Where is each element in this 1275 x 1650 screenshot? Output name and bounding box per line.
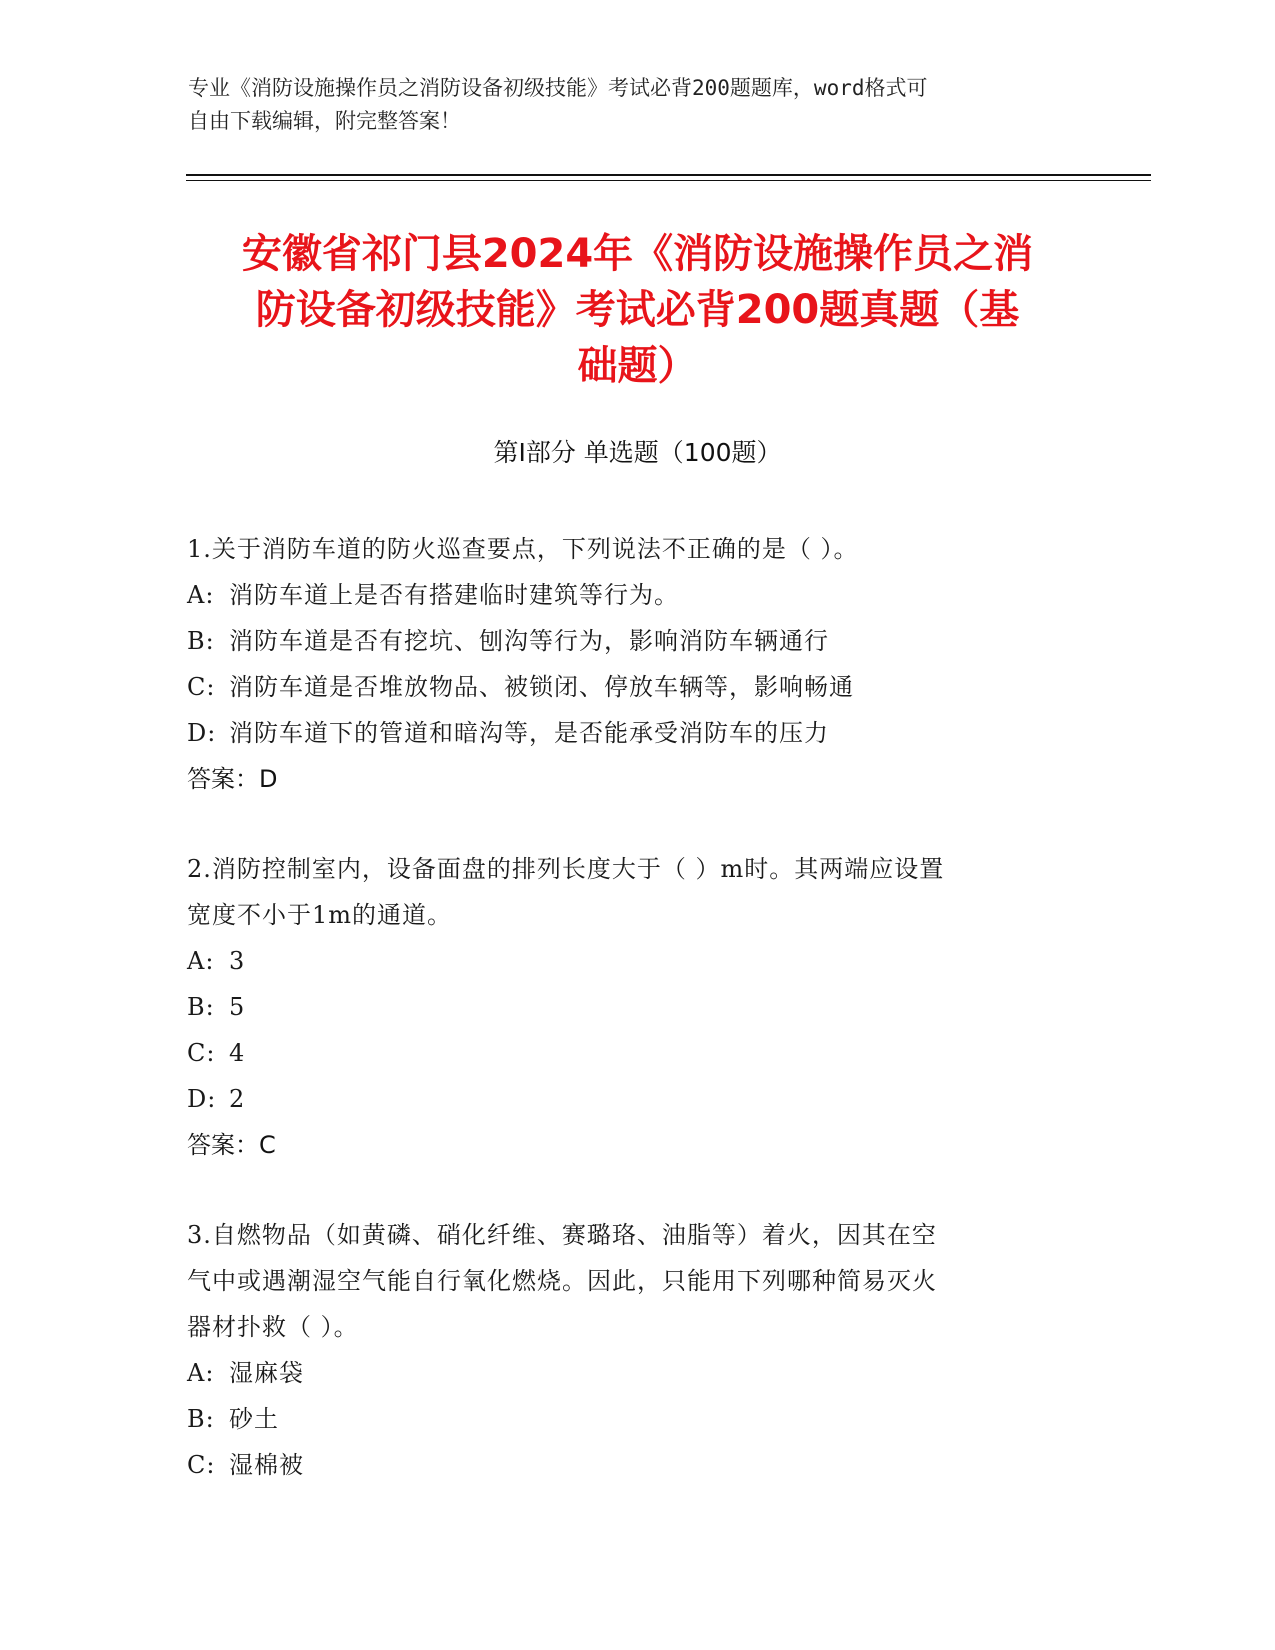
header-divider-thick (186, 174, 1151, 176)
option-d (187, 1076, 1087, 1122)
option-text: 2 (229, 1085, 246, 1113)
option-key: A: (187, 1359, 215, 1387)
option-b (187, 1396, 1087, 1442)
section-heading: 第Ⅰ部分 单选题（100题） (493, 438, 782, 467)
option-a (187, 1350, 1087, 1396)
option-text: 5 (229, 993, 246, 1021)
question-stem: 1.关于消防车道的防火巡查要点，下列说法不正确的是（ ）。 (187, 535, 859, 563)
option-key: B: (187, 1405, 215, 1433)
option-key: D: (187, 1085, 217, 1113)
question-list (187, 526, 1087, 1532)
option-key: C: (187, 1039, 216, 1067)
header-note-line: 专业《消防设施操作员之消防设备初级技能》考试必背200题题库，word格式可 (188, 76, 928, 100)
answer-label: 答案：C (187, 1131, 276, 1159)
question-item (187, 846, 1087, 1168)
header-divider-thin (186, 180, 1151, 181)
option-d (187, 710, 1087, 756)
header-note-line: 自由下载编辑，附完整答案！ (188, 109, 461, 133)
answer-label: 答案：D (187, 765, 278, 793)
header-note (188, 72, 1068, 138)
option-a (187, 572, 1087, 618)
option-c (187, 1442, 1087, 1488)
option-key: C: (187, 673, 216, 701)
option-key: B: (187, 993, 215, 1021)
option-key: A: (187, 947, 215, 975)
option-c (187, 664, 1087, 710)
document-title-line: 防设备初级技能》考试必背200题真题（基 (255, 287, 1020, 333)
question-item (187, 526, 1087, 802)
option-text: 湿麻袋 (229, 1359, 304, 1387)
document-title (170, 226, 1105, 394)
option-text: 湿棉被 (229, 1451, 304, 1479)
option-key: C: (187, 1451, 216, 1479)
question-stem: 3.自燃物品（如黄磷、硝化纤维、赛璐珞、油脂等）着火，因其在空 (187, 1221, 937, 1249)
question-stem: 2.消防控制室内，设备面盘的排列长度大于（ ）m时。其两端应设置 (187, 855, 945, 883)
option-text: 消防车道上是否有搭建临时建筑等行为。 (229, 581, 679, 609)
document-title-line: 础题） (577, 343, 698, 389)
option-b (187, 984, 1087, 1030)
question-stem: 器材扑救（ ）。 (187, 1313, 359, 1341)
document-title-line: 安徽省祁门县2024年《消防设施操作员之消 (241, 231, 1034, 277)
option-key: B: (187, 627, 215, 655)
question-item (187, 1212, 1087, 1488)
option-c (187, 1030, 1087, 1076)
option-key: A: (187, 581, 215, 609)
option-text: 消防车道是否堆放物品、被锁闭、停放车辆等，影响畅通 (229, 673, 854, 701)
option-text: 消防车道是否有挖坑、刨沟等行为，影响消防车辆通行 (229, 627, 829, 655)
option-text: 4 (229, 1039, 246, 1067)
option-key: D: (187, 719, 217, 747)
option-a (187, 938, 1087, 984)
option-b (187, 618, 1087, 664)
option-text: 消防车道下的管道和暗沟等，是否能承受消防车的压力 (229, 719, 829, 747)
question-stem: 宽度不小于1m的通道。 (187, 901, 453, 929)
option-text: 砂土 (229, 1405, 279, 1433)
question-stem: 气中或遇潮湿空气能自行氧化燃烧。因此，只能用下列哪种简易灭火 (187, 1267, 937, 1295)
option-text: 3 (229, 947, 246, 975)
